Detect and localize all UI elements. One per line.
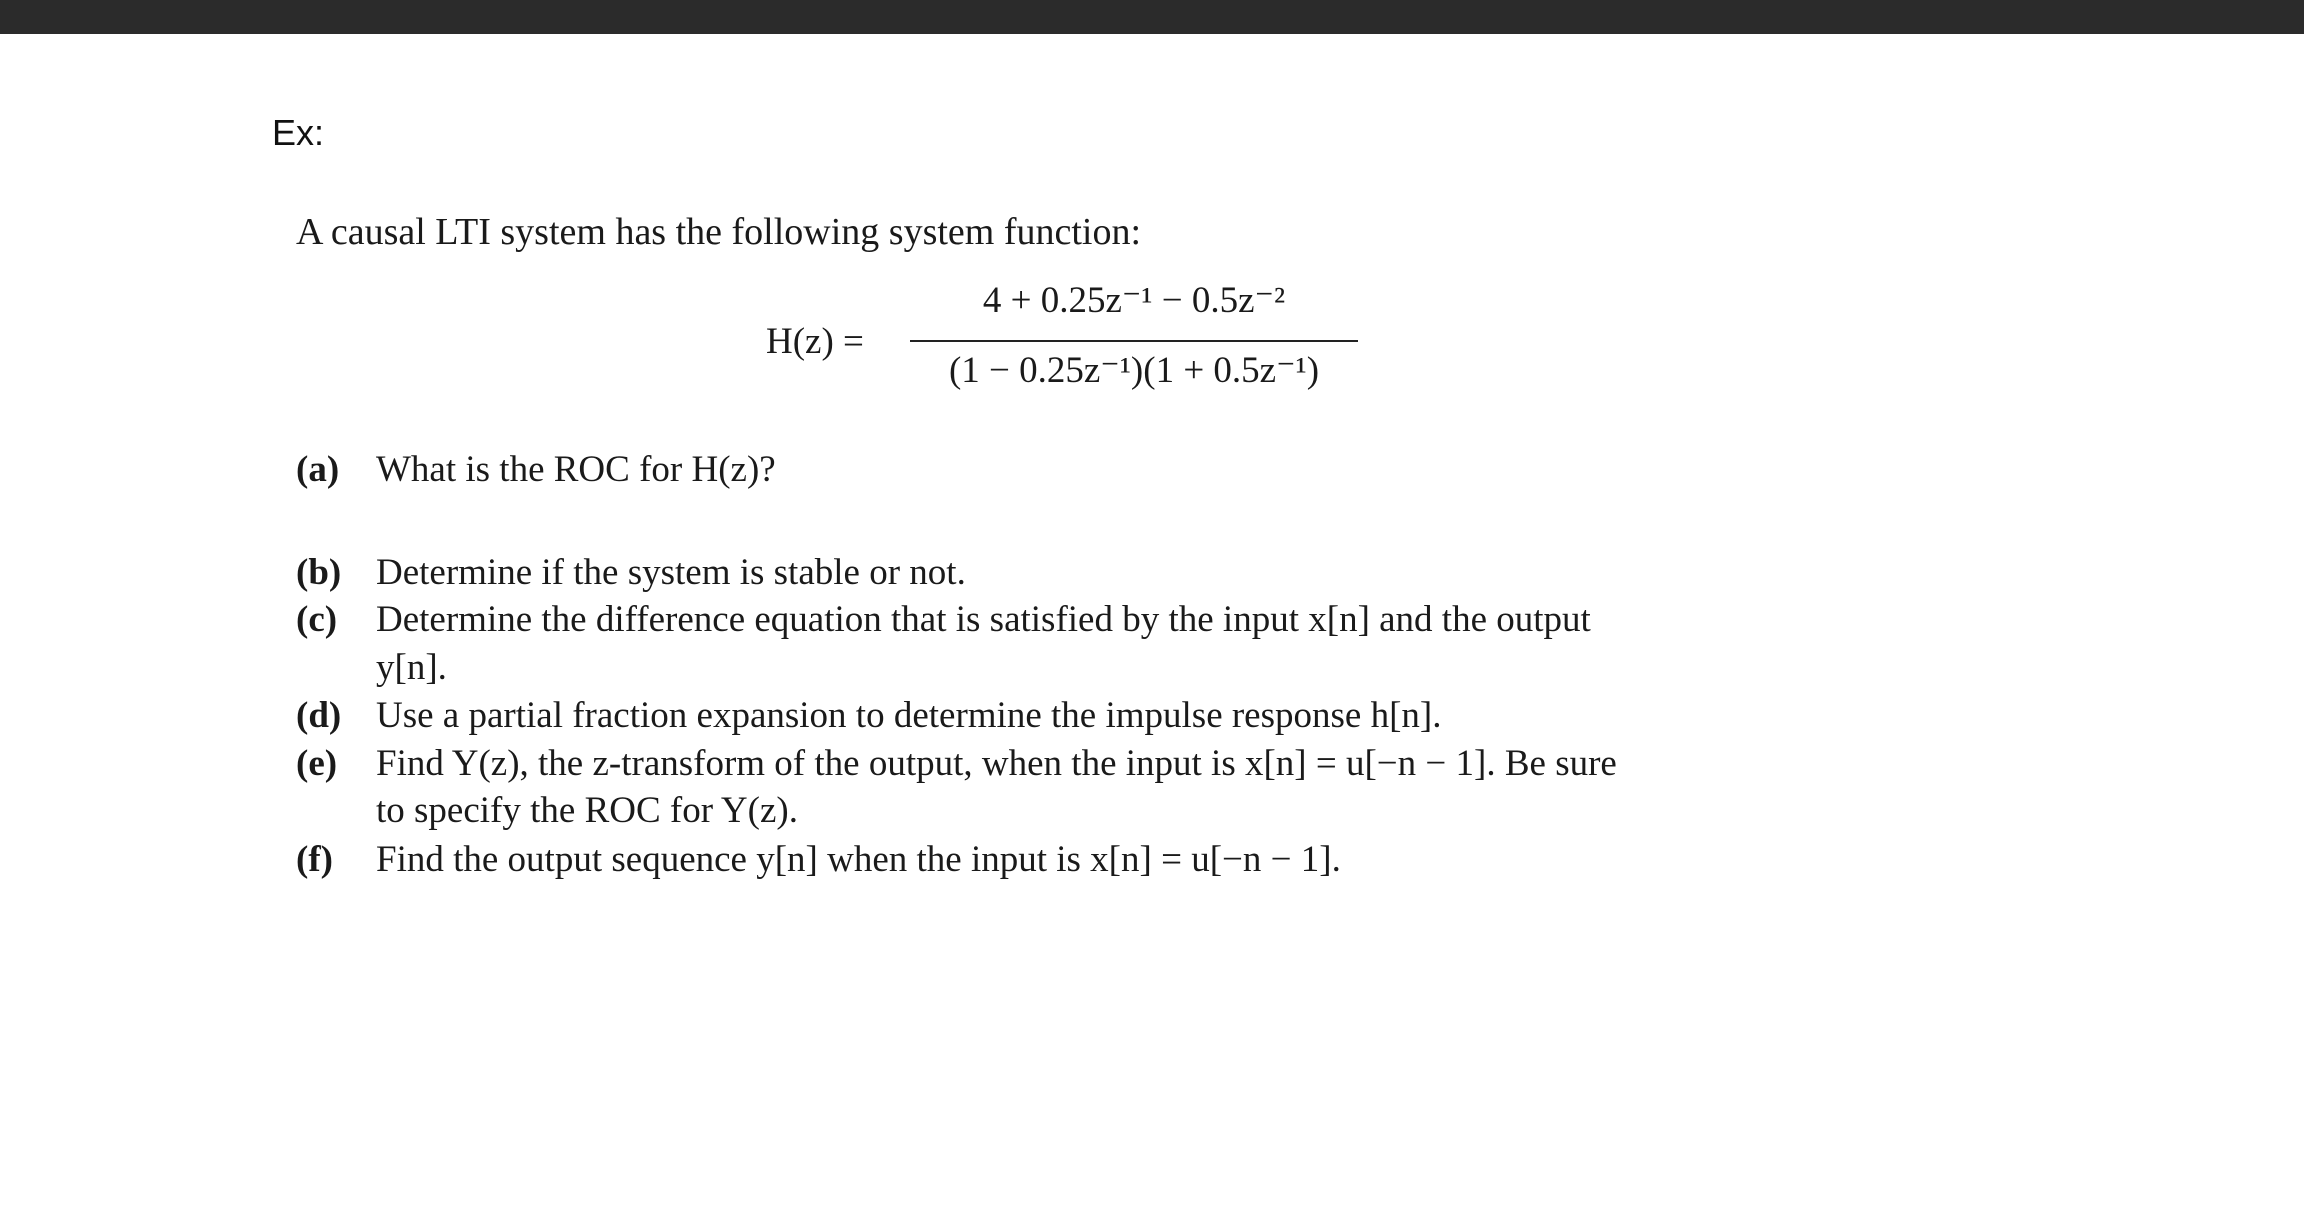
problem-intro: A causal LTI system has the following system function:	[296, 211, 1142, 253]
question-text: Use a partial fraction expansion to determine the impulse response h[n].	[376, 695, 1442, 736]
question-label: (a)	[296, 449, 340, 490]
question-text: Determine the difference equation that is satisfied by the input x[n] and the output	[376, 599, 1591, 640]
question-label: (e)	[296, 743, 338, 784]
equation-denominator: (1 − 0.25z⁻¹)(1 + 0.5z⁻¹)	[948, 350, 1320, 391]
question-text: What is the ROC for H(z)?	[376, 449, 776, 490]
equation-numerator: 4 + 0.25z⁻¹ − 0.5z⁻²	[982, 280, 1286, 321]
question-label: (f)	[296, 839, 333, 880]
example-label: Ex:	[272, 112, 325, 153]
question-label: (c)	[296, 599, 338, 640]
top-bar	[0, 0, 2304, 34]
equation-lhs: H(z) =	[766, 321, 864, 362]
question-text: to specify the ROC for Y(z).	[376, 790, 798, 831]
question-text: Find the output sequence y[n] when the input is x[n] = u[−n − 1].	[376, 839, 1341, 880]
question-label: (b)	[296, 552, 342, 593]
fraction-bar	[910, 340, 1358, 342]
question-text: y[n].	[376, 647, 447, 688]
question-label: (d)	[296, 695, 342, 736]
question-text: Determine if the system is stable or not.	[376, 552, 966, 593]
question-text: Find Y(z), the z-transform of the output, when the input is x[n] = u[−n − 1]. Be sure	[376, 743, 1617, 784]
